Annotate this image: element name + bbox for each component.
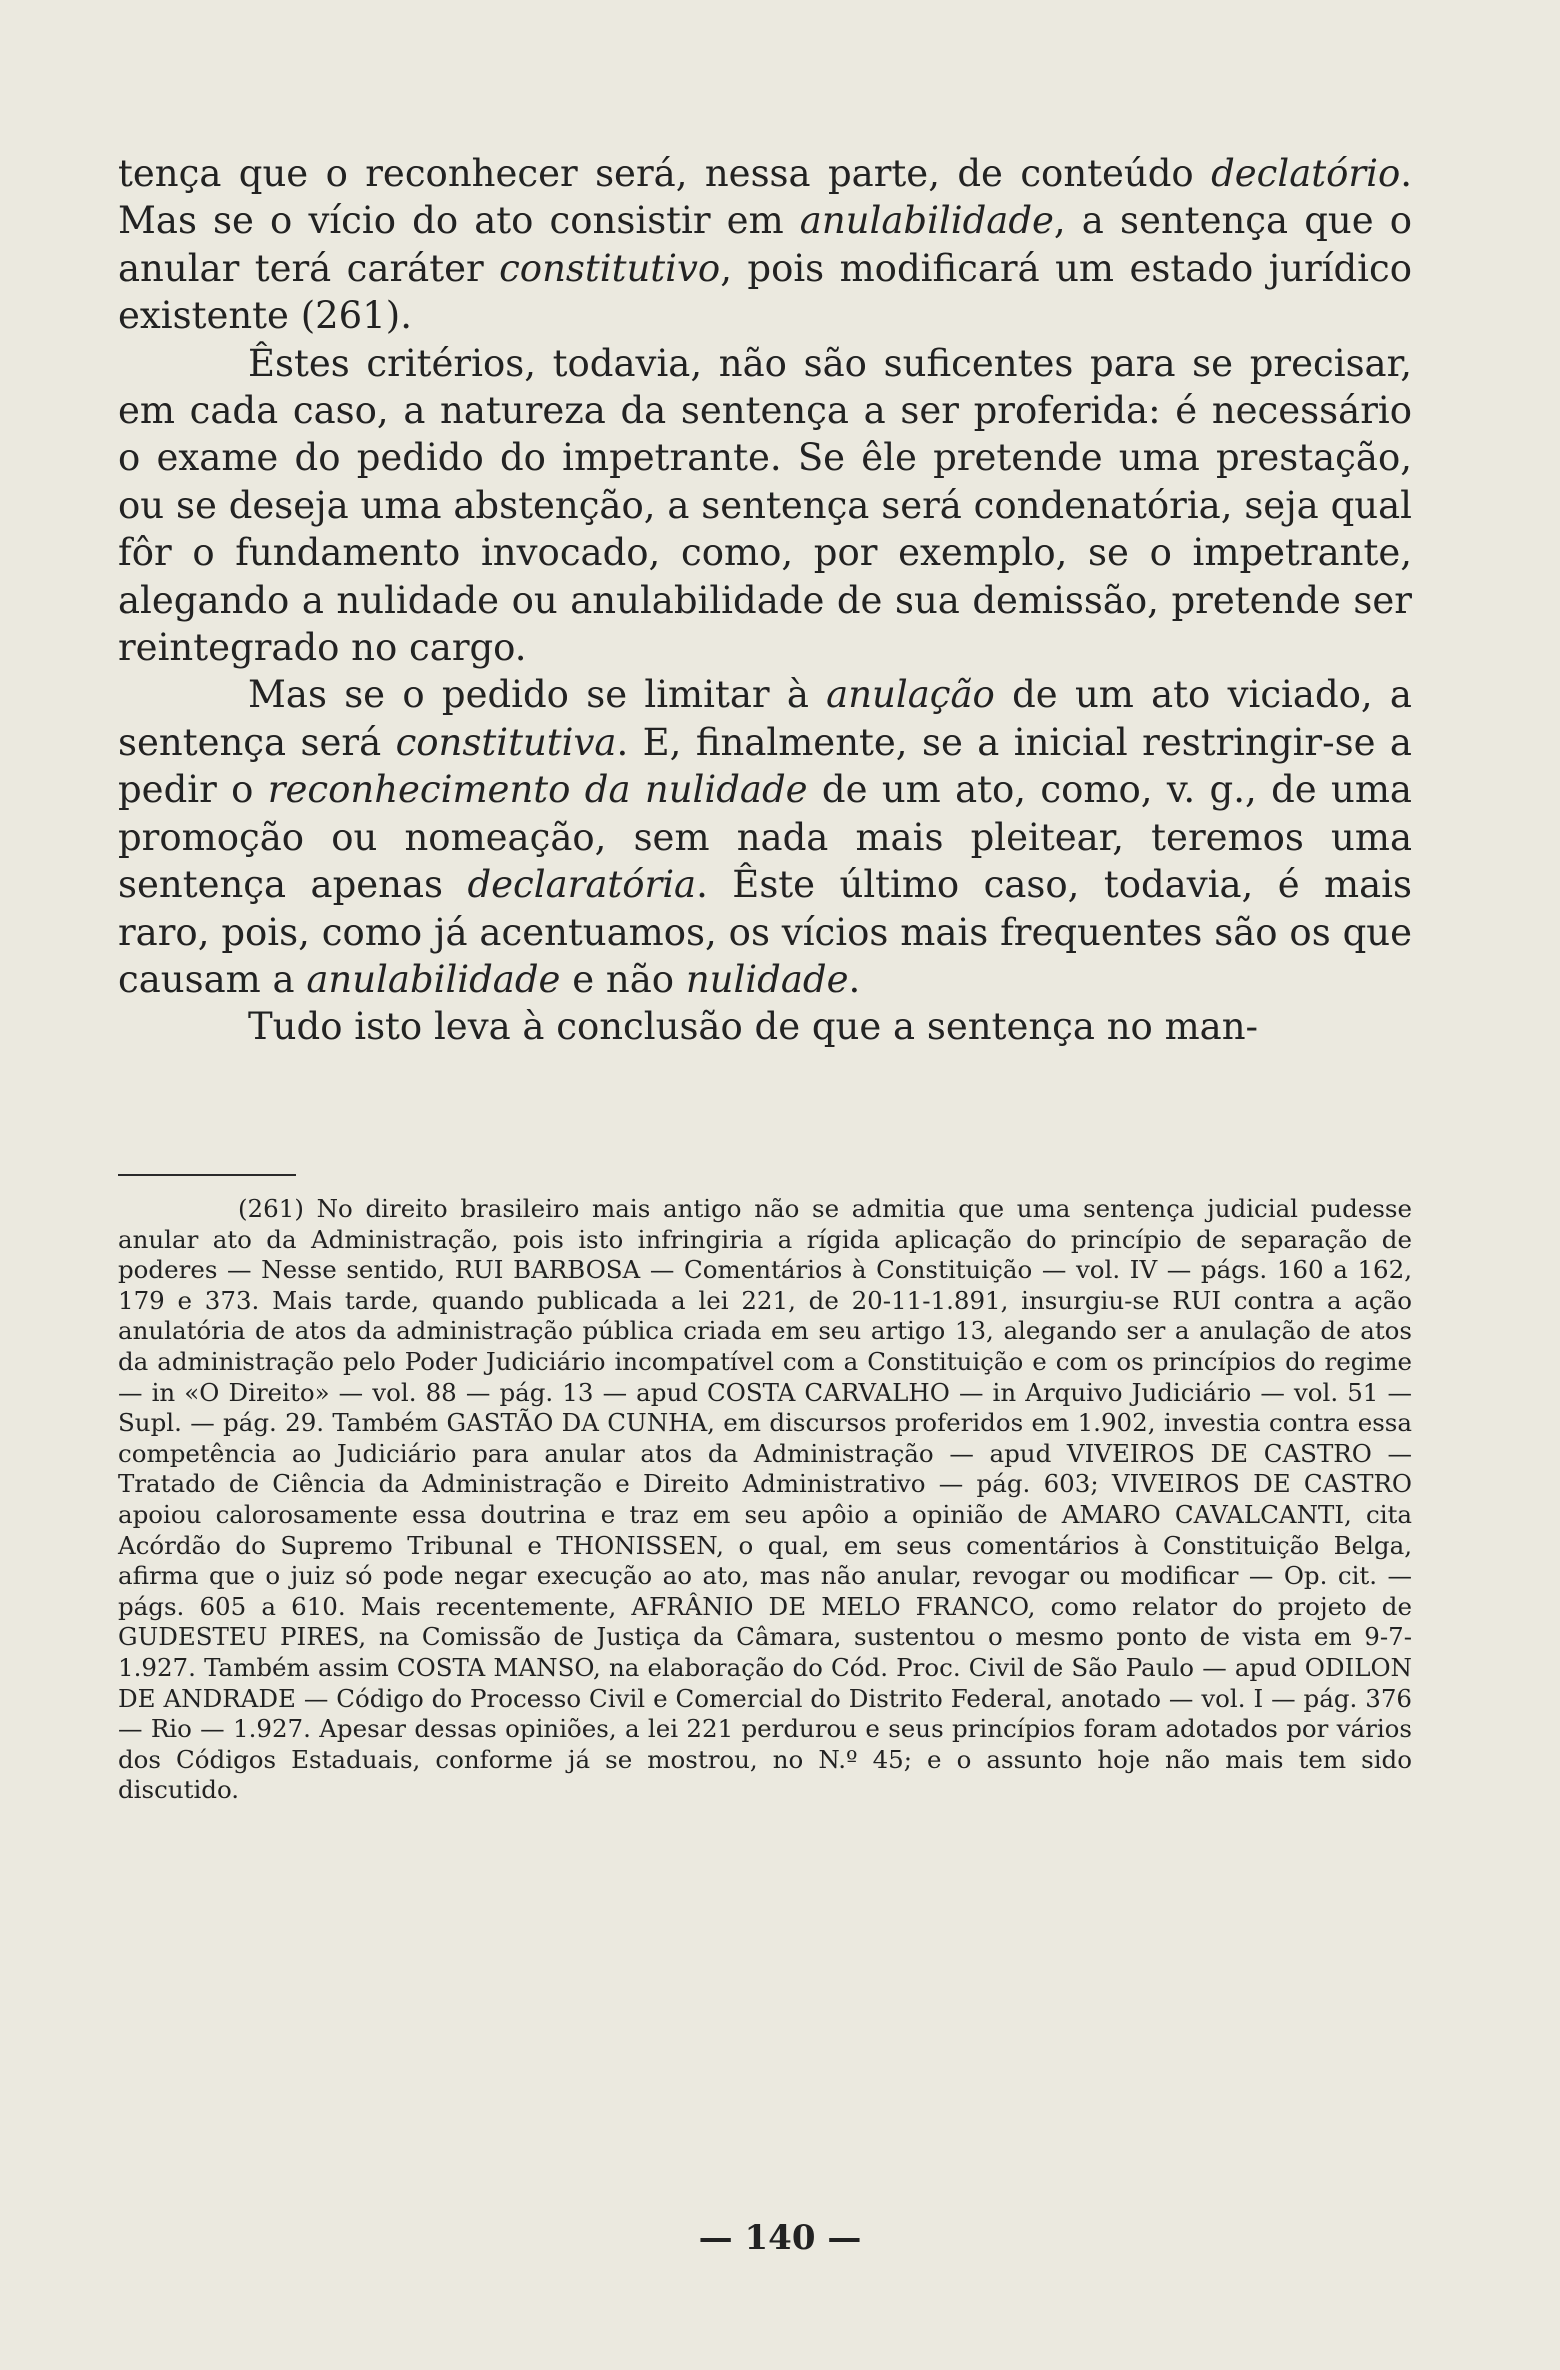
paragraph-4: Tudo isto leva à conclusão de que a sentença no man- [248,1005,1259,1049]
paragraph-3: Mas se o pedido se limitar à anulação de um ato viciado, a sentença será constitutiva. E, finalmente, se a inicial restringir-se a pedir o reconhecimento da nulidade de um ato, como, v. g., de uma promoção ou nomeação, sem nada mais pleitear, teremos uma sentença apenas declaratória. Êste último caso, todavia, é mais raro, pois, como já acentuamos, os vícios mais frequentes são os que causam a anulabilidade e não nulidade. [118,673,1412,1001]
paragraph-1: tença que o reconhecer será, nessa parte, de conteúdo declatório. Mas se o vício do ato consistir em anulabilidade, a sentença que o anular terá caráter constitutivo, pois modificará um estado jurídico existente (261). [118,152,1412,338]
main-text [118,150,1412,1051]
page-number: — 140 — [698,2218,862,2258]
footnote [118,1194,1412,1806]
footnote-261: (261) No direito brasileiro mais antigo não se admitia que uma sentença judicial pudesse anular ato da Administração, pois isto infringiria a rígida aplicação do princípio de separação de poderes — Nesse sentido, RUI BARBOSA — Comentários à Constituição — vol. IV — págs. 160 a 162, 179 e 373. Mais tarde, quando publicada a lei 221, de 20-11-1.891, insurgiu-se RUI contra a ação anulatória de atos da administração pública criada em seu artigo 13, alegando ser a anulação de atos da administração pelo Poder Judiciário incompatível com a Constituição e com os princípios do regime — in «O Direito» — vol. 88 — pág. 13 — apud COSTA CARVALHO — in Arquivo Judiciário — vol. 51 — Supl. — pág. 29. Também GASTÃO DA CUNHA, em discursos proferidos em 1.902, investia contra essa competência ao Judiciário para anular atos da Administração — apud VIVEIROS DE CASTRO — Tratado de Ciência da Administração e Direito Administrativo — pág. 603; VIVEIROS DE CASTRO apoiou calorosamente essa doutrina e traz em seu apôio a opinião de AMARO CAVALCANTI, cita Acórdão do Supremo Tribunal e THONISSEN, o qual, em seus comentários à Constituição Belga, afirma que o juiz só pode negar execução ao ato, mas não anular, revogar ou modificar — Op. cit. — págs. 605 a 610. Mais recentemente, AFRÂNIO DE MELO FRANCO, como relator do projeto de GUDESTEU PIRES, na Comissão de Justiça da Câmara, sustentou o mesmo ponto de vista em 9-7-1.927. Também assim COSTA MANSO, na elaboração do Cód. Proc. Civil de São Paulo — apud ODILON DE ANDRADE — Código do Processo Civil e Comercial do Distrito Federal, anotado — vol. I — pág. 376 — Rio — 1.927. Apesar dessas opiniões, a lei 221 perdurou e seus princípios foram adotados por vários dos Códigos Estaduais, conforme já se mostrou, no N.º 45; e o assunto hoje não mais tem sido discutido. [118,1194,1412,1805]
paragraph-2: Êstes critérios, todavia, não são suficentes para se precisar, em cada caso, a natureza da sentença a ser proferida: é necessário o exame do pedido do impetrante. Se êle pretende uma prestação, ou se deseja uma abstenção, a sentença será condenatória, seja qual fôr o fundamento invocado, como, por exemplo, se o impetrante, alegando a nulidade ou anulabilidade de sua demissão, pretende ser reintegrado no cargo. [118,341,1412,670]
footnote-divider [118,1174,296,1176]
